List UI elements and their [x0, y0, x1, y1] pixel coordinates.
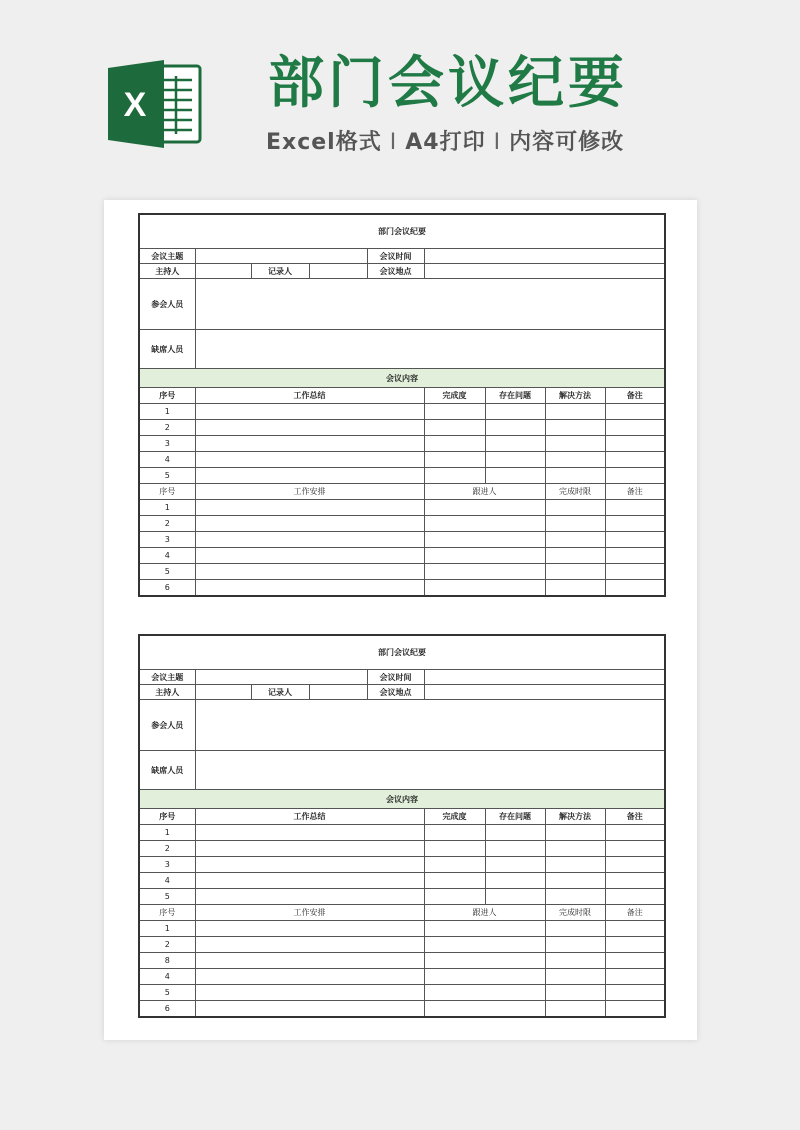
cell[interactable] — [545, 937, 605, 953]
host-label: 主持人 — [139, 264, 195, 279]
cell[interactable] — [424, 500, 545, 516]
absentees-label: 缺席人员 — [139, 751, 195, 790]
row-number: 4 — [139, 548, 195, 564]
cell[interactable] — [605, 468, 665, 484]
cell[interactable] — [545, 404, 605, 420]
attendees-label: 参会人员 — [139, 700, 195, 751]
cell[interactable] — [424, 969, 545, 985]
cell[interactable] — [424, 825, 485, 841]
cell[interactable] — [424, 873, 485, 889]
a4-paper — [104, 200, 697, 1040]
cell[interactable] — [485, 436, 545, 452]
host-value[interactable] — [195, 264, 251, 279]
form-title: 部门会议纪要 — [139, 635, 665, 670]
cell[interactable] — [605, 953, 665, 969]
cell[interactable] — [605, 889, 665, 905]
cell[interactable] — [545, 564, 605, 580]
cell[interactable] — [424, 564, 545, 580]
host-value[interactable] — [195, 685, 251, 700]
cell[interactable] — [545, 953, 605, 969]
cell[interactable] — [424, 841, 485, 857]
cell[interactable] — [195, 420, 424, 436]
row-number: 3 — [139, 857, 195, 873]
row-number: 1 — [139, 825, 195, 841]
cell[interactable] — [605, 857, 665, 873]
table-row — [139, 548, 665, 564]
row-number: 3 — [139, 436, 195, 452]
cell[interactable] — [605, 969, 665, 985]
row-number: 8 — [139, 953, 195, 969]
row-number: 1 — [139, 921, 195, 937]
cell[interactable] — [605, 937, 665, 953]
cell[interactable] — [605, 921, 665, 937]
cell[interactable] — [195, 548, 424, 564]
column-header: 工作安排 — [195, 484, 424, 500]
cell[interactable] — [424, 580, 545, 597]
form-title: 部门会议纪要 — [139, 214, 665, 249]
table-row — [139, 969, 665, 985]
cell[interactable] — [485, 825, 545, 841]
cell[interactable] — [424, 548, 545, 564]
table-row — [139, 857, 665, 873]
cell[interactable] — [195, 452, 424, 468]
cell[interactable] — [195, 532, 424, 548]
cell[interactable] — [424, 1001, 545, 1018]
cell[interactable] — [545, 548, 605, 564]
excel-icon — [104, 58, 204, 150]
cell[interactable] — [424, 420, 485, 436]
cell[interactable] — [605, 548, 665, 564]
recorder-label: 记录人 — [251, 685, 309, 700]
cell[interactable] — [195, 841, 424, 857]
column-header: 序号 — [139, 388, 195, 404]
column-header: 备注 — [605, 388, 665, 404]
cell[interactable] — [545, 532, 605, 548]
cell[interactable] — [485, 452, 545, 468]
cell[interactable] — [605, 532, 665, 548]
section-header: 会议内容 — [139, 790, 665, 809]
row-number: 1 — [139, 500, 195, 516]
cell[interactable] — [545, 921, 605, 937]
cell[interactable] — [195, 969, 424, 985]
cell[interactable] — [195, 436, 424, 452]
cell[interactable] — [195, 985, 424, 1001]
row-number: 2 — [139, 516, 195, 532]
table-row — [139, 532, 665, 548]
cell[interactable] — [195, 516, 424, 532]
cell[interactable] — [605, 873, 665, 889]
cell[interactable] — [485, 841, 545, 857]
row-number: 4 — [139, 873, 195, 889]
column-header: 完成时限 — [545, 905, 605, 921]
table-row — [139, 953, 665, 969]
excel-logo-letter: X — [123, 86, 147, 124]
cell[interactable] — [485, 857, 545, 873]
cell[interactable] — [424, 937, 545, 953]
column-header: 工作总结 — [195, 809, 424, 825]
row-number: 5 — [139, 985, 195, 1001]
host-label: 主持人 — [139, 685, 195, 700]
cell[interactable] — [424, 985, 545, 1001]
table-row — [139, 452, 665, 468]
cell[interactable] — [545, 580, 605, 597]
topic-value[interactable] — [195, 249, 367, 264]
column-header: 存在问题 — [485, 809, 545, 825]
meeting-minutes-form — [138, 213, 664, 597]
time-label: 会议时间 — [367, 249, 424, 264]
column-header: 序号 — [139, 809, 195, 825]
table-row — [139, 500, 665, 516]
cell[interactable] — [195, 921, 424, 937]
cell[interactable] — [605, 841, 665, 857]
place-label: 会议地点 — [367, 264, 424, 279]
topic-value[interactable] — [195, 670, 367, 685]
column-header: 跟进人 — [424, 484, 545, 500]
row-number: 2 — [139, 420, 195, 436]
minutes-table — [138, 634, 666, 1018]
page-title: 部门会议纪要 — [268, 51, 628, 116]
cell[interactable] — [485, 873, 545, 889]
topic-label: 会议主题 — [139, 670, 195, 685]
table-row — [139, 436, 665, 452]
place-value[interactable] — [424, 264, 665, 279]
meeting-minutes-form — [138, 634, 664, 1018]
cell[interactable] — [195, 580, 424, 597]
cell[interactable] — [605, 1001, 665, 1018]
cell[interactable] — [605, 516, 665, 532]
cell[interactable] — [545, 452, 605, 468]
column-header: 完成时限 — [545, 484, 605, 500]
cell[interactable] — [545, 857, 605, 873]
cell[interactable] — [545, 985, 605, 1001]
cell[interactable] — [545, 825, 605, 841]
subtitle-editable: 内容可修改 — [509, 130, 625, 155]
row-number: 4 — [139, 969, 195, 985]
column-header: 跟进人 — [424, 905, 545, 921]
attendees-value[interactable] — [195, 700, 665, 751]
cell[interactable] — [485, 889, 545, 905]
absentees-label: 缺席人员 — [139, 330, 195, 369]
cell[interactable] — [605, 825, 665, 841]
subtitle-format: Excel格式 — [266, 130, 382, 155]
column-header: 解决方法 — [545, 809, 605, 825]
cell[interactable] — [605, 436, 665, 452]
absentees-value[interactable] — [195, 330, 665, 369]
subtitle-separator: I — [493, 130, 502, 155]
table-row — [139, 985, 665, 1001]
cell[interactable] — [485, 468, 545, 484]
cell[interactable] — [545, 500, 605, 516]
cell[interactable] — [195, 857, 424, 873]
column-header: 序号 — [139, 905, 195, 921]
cell[interactable] — [195, 500, 424, 516]
place-label: 会议地点 — [367, 685, 424, 700]
column-header: 存在问题 — [485, 388, 545, 404]
recorder-value[interactable] — [309, 264, 367, 279]
cell[interactable] — [424, 436, 485, 452]
column-header: 完成度 — [424, 388, 485, 404]
table-row — [139, 1001, 665, 1018]
cell[interactable] — [424, 404, 485, 420]
cell[interactable] — [424, 468, 485, 484]
time-label: 会议时间 — [367, 670, 424, 685]
subtitle-print: A4打印 — [405, 130, 486, 155]
minutes-table — [138, 213, 666, 597]
cell[interactable] — [605, 404, 665, 420]
cell[interactable] — [195, 889, 424, 905]
row-number: 4 — [139, 452, 195, 468]
row-number: 6 — [139, 1001, 195, 1018]
table-row — [139, 825, 665, 841]
cell[interactable] — [605, 420, 665, 436]
row-number: 2 — [139, 937, 195, 953]
cell[interactable] — [485, 420, 545, 436]
table-row — [139, 468, 665, 484]
table-row — [139, 841, 665, 857]
subtitle-separator: I — [389, 130, 398, 155]
table-row — [139, 937, 665, 953]
time-value[interactable] — [424, 249, 665, 264]
column-header: 工作安排 — [195, 905, 424, 921]
time-value[interactable] — [424, 670, 665, 685]
recorder-value[interactable] — [309, 685, 367, 700]
cell[interactable] — [424, 889, 485, 905]
column-header: 工作总结 — [195, 388, 424, 404]
cell[interactable] — [195, 404, 424, 420]
cell[interactable] — [605, 500, 665, 516]
cell[interactable] — [424, 857, 485, 873]
column-header: 备注 — [605, 484, 665, 500]
topic-label: 会议主题 — [139, 249, 195, 264]
cell[interactable] — [545, 969, 605, 985]
cell[interactable] — [424, 532, 545, 548]
page-subtitle — [266, 128, 624, 158]
cell[interactable] — [545, 468, 605, 484]
cell[interactable] — [195, 468, 424, 484]
table-row — [139, 420, 665, 436]
cell[interactable] — [545, 420, 605, 436]
cell[interactable] — [545, 516, 605, 532]
cell[interactable] — [605, 985, 665, 1001]
table-row — [139, 516, 665, 532]
row-number: 2 — [139, 841, 195, 857]
column-header: 序号 — [139, 484, 195, 500]
row-number: 5 — [139, 564, 195, 580]
absentees-value[interactable] — [195, 751, 665, 790]
row-number: 5 — [139, 468, 195, 484]
recorder-label: 记录人 — [251, 264, 309, 279]
row-number: 1 — [139, 404, 195, 420]
page-header — [0, 0, 800, 200]
cell[interactable] — [424, 452, 485, 468]
cell[interactable] — [424, 516, 545, 532]
cell[interactable] — [605, 580, 665, 597]
cell[interactable] — [545, 1001, 605, 1018]
table-row — [139, 564, 665, 580]
column-header: 完成度 — [424, 809, 485, 825]
cell[interactable] — [195, 825, 424, 841]
cell[interactable] — [424, 953, 545, 969]
column-header: 解决方法 — [545, 388, 605, 404]
column-header: 备注 — [605, 905, 665, 921]
cell[interactable] — [195, 873, 424, 889]
row-number: 6 — [139, 580, 195, 597]
cell[interactable] — [545, 889, 605, 905]
row-number: 5 — [139, 889, 195, 905]
row-number: 3 — [139, 532, 195, 548]
table-row — [139, 873, 665, 889]
cell[interactable] — [195, 564, 424, 580]
cell[interactable] — [195, 953, 424, 969]
place-value[interactable] — [424, 685, 665, 700]
attendees-value[interactable] — [195, 279, 665, 330]
cell[interactable] — [605, 564, 665, 580]
cell[interactable] — [545, 873, 605, 889]
cell[interactable] — [545, 436, 605, 452]
cell[interactable] — [195, 937, 424, 953]
attendees-label: 参会人员 — [139, 279, 195, 330]
section-header: 会议内容 — [139, 369, 665, 388]
table-row — [139, 921, 665, 937]
table-row — [139, 404, 665, 420]
table-row — [139, 889, 665, 905]
cell[interactable] — [545, 841, 605, 857]
cell[interactable] — [485, 404, 545, 420]
cell[interactable] — [195, 1001, 424, 1018]
cell[interactable] — [424, 921, 545, 937]
cell[interactable] — [605, 452, 665, 468]
column-header: 备注 — [605, 809, 665, 825]
table-row — [139, 580, 665, 597]
